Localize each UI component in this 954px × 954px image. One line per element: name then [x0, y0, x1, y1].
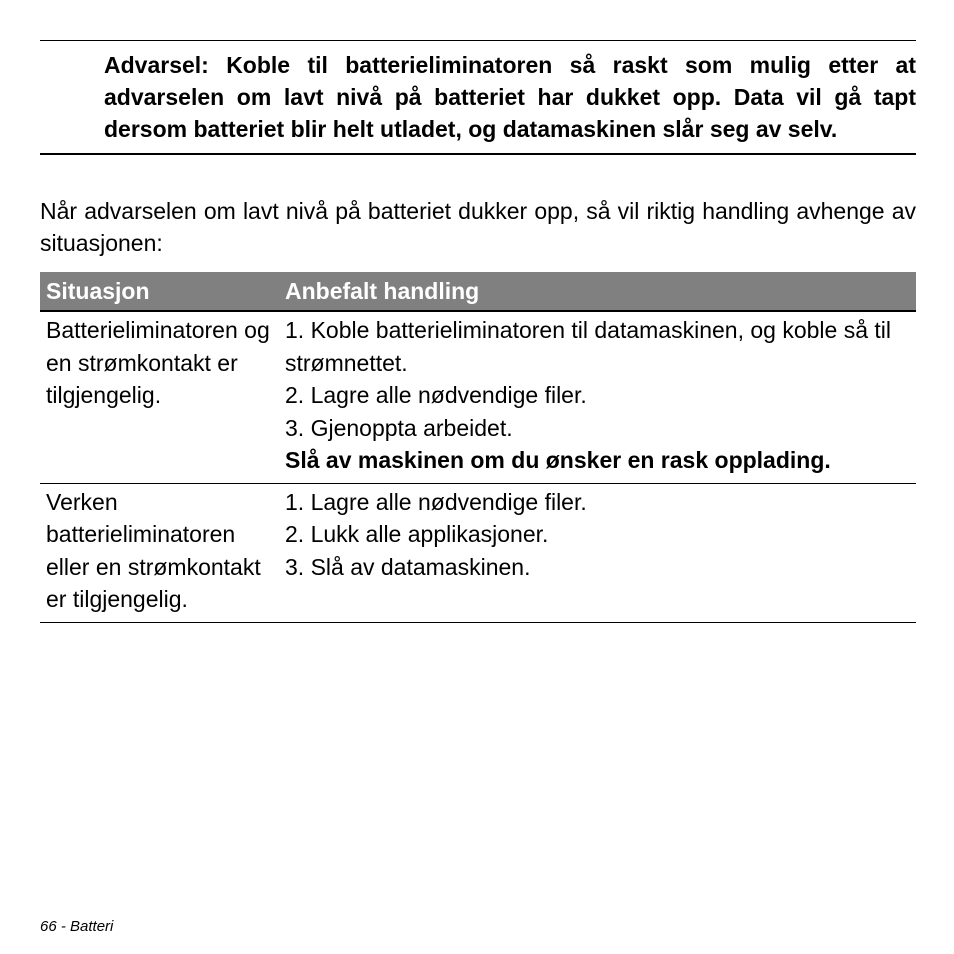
action-note: Slå av maskinen om du ønsker en rask opplading. — [285, 447, 831, 473]
intro-paragraph: Når advarselen om lavt nivå på batteriet dukker opp, så vil riktig handling avhenge av situasjonen: — [40, 198, 916, 256]
warning-box — [40, 40, 916, 155]
action-step: 2. Lagre alle nødvendige filer. — [285, 382, 587, 408]
action-step: 3. Slå av datamaskinen. — [285, 553, 531, 580]
situation-cell: Verken batterieliminatoren eller en strømkontakt er tilgjengelig. — [40, 483, 279, 622]
situation-cell: Batterieliminatoren og en strømkontakt er tilgjengelig. — [40, 311, 279, 483]
action-step: 3. Gjenoppta arbeidet. — [285, 414, 513, 441]
page-footer: 66 - Batteri — [40, 918, 114, 935]
battery-action-table — [40, 272, 916, 623]
header-recommended-action: Anbefalt handling — [279, 272, 916, 311]
action-cell — [279, 483, 916, 622]
action-step: 2. Lukk alle applikasjoner. — [285, 521, 549, 547]
warning-text: Advarsel: Koble til batterieliminatoren så raskt som mulig etter at advarselen om lavt nivå på batteriet har dukket opp. Data vil gå tapt dersom batteriet blir helt utladet, og datamaskinen slår seg av selv. — [104, 52, 916, 142]
action-step: 1. Koble batterieliminatoren til datamaskinen, og koble så til strømnettet. — [285, 317, 892, 376]
action-cell — [279, 311, 916, 483]
action-step: 1. Lagre alle nødvendige filer. — [285, 488, 587, 515]
table-row — [40, 311, 916, 483]
header-situation: Situasjon — [40, 272, 279, 311]
table-header-row — [40, 272, 916, 311]
table-row — [40, 483, 916, 622]
